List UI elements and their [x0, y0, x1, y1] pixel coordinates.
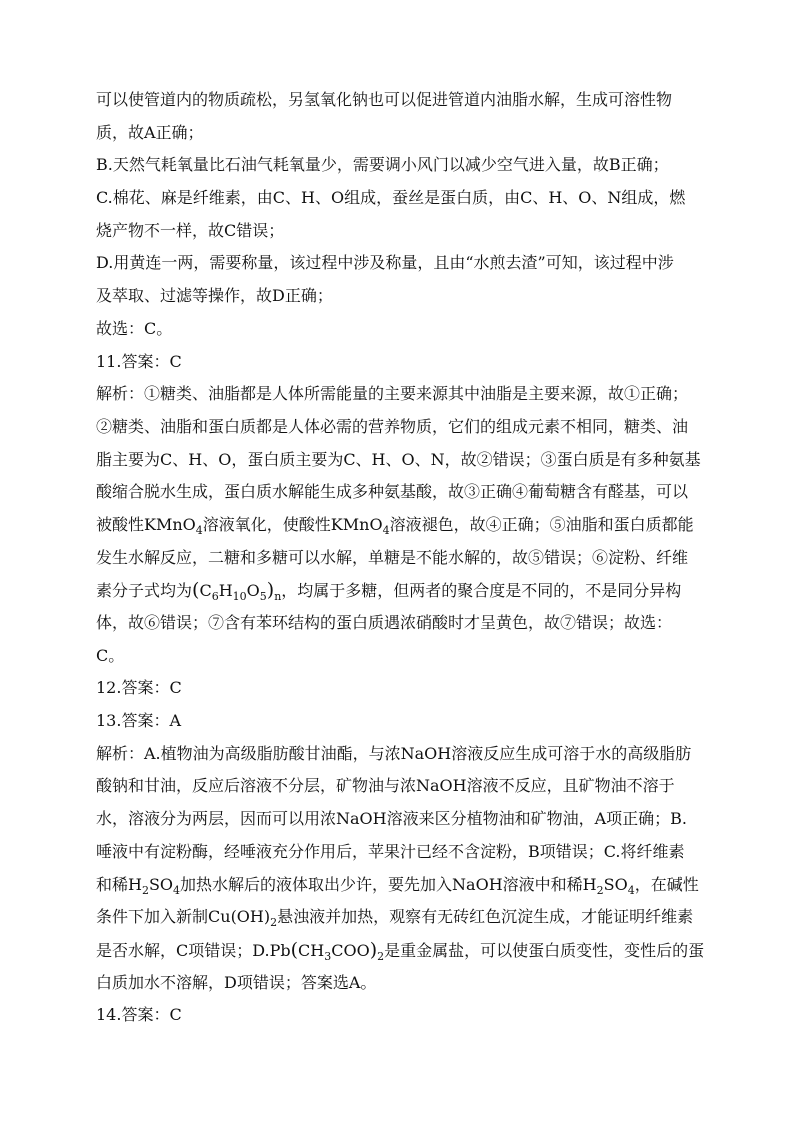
text-line-lead-acetate [96, 934, 706, 967]
answer-heading: 11.答案：C [96, 351, 182, 371]
formula-lead-acetate: $Pb(CH_3COO)_2$ [269, 938, 385, 963]
text-fragment: 是否水解，C项错误；D. [96, 940, 270, 960]
text-line-h2so4 [96, 869, 706, 902]
text-line-cuoh2 [96, 901, 706, 934]
formula-cuoh2: $Cu(OH)_2$ [208, 907, 278, 930]
text-line-kmno4 [96, 509, 706, 542]
text-line: ②糖类、油脂和蛋白质都是人体必需的营养物质，它们的组成元素不相同，糖类、油 [96, 416, 689, 436]
formula-c6h10o5n: $(C_6H_{10}O_5)_n$ [192, 579, 282, 604]
text-line: C。 [96, 645, 125, 665]
text-line: 可以使管道内的物质疏松，另氢氧化钠也可以促进管道内油脂水解，生成可溶性物 [96, 90, 673, 109]
text-fragment: 条件下加入新制 [96, 907, 209, 927]
text-fragment: 被酸性 [96, 514, 145, 534]
formula-kmno4: KMnO$_4$ [330, 514, 390, 537]
text-fragment: 是重金属盐，可以使蛋白质变性，变性后的蛋 [384, 940, 705, 960]
text-line: 酸缩合脱水生成，蛋白质水解能生成多种氨基酸，故③正确④葡萄糖含有醛基，可以 [96, 482, 689, 502]
answer-heading: 14.答案：C [96, 1005, 182, 1025]
text-line: C.棉花、麻是纤维素，由C、H、O组成，蚕丝是蛋白质，由C、H、O、N组成，燃 [96, 188, 686, 208]
text-fragment: 悬浊液并加热，观察有无砖红色沉淀生成，才能证明纤维素 [277, 907, 694, 927]
text-line: 发生水解反应，二糖和多糖可以水解，单糖是不能水解的，故⑤错误；⑥淀粉、纤维 [96, 547, 689, 567]
formula-h2so4: $H_2SO_4$ [128, 874, 181, 897]
text-line: 解析：①糖类、油脂都是人体所需能量的主要来源其中油脂是主要来源，故①正确； [96, 384, 689, 404]
text-fragment: 溶液氧化，使酸性 [202, 514, 331, 534]
text-line: 质，故A正确； [96, 122, 204, 142]
text-line: 及萃取、过滤等操作，故D正确； [96, 286, 333, 306]
formula-kmno4: KMnO$_4$ [144, 514, 203, 537]
answer-heading: 13.答案：A [96, 711, 182, 731]
text-fragment: ，均属于多糖，但两者的聚合度是不同的，不是同分异构 [281, 581, 682, 601]
text-line: 脂主要为C、H、O，蛋白质主要为C、H、O、N，故②错误；③蛋白质是有多种氨基 [96, 449, 701, 469]
text-fragment: 加热水解后的液体取出少许，要先加入NaOH溶液中和稀 [180, 874, 583, 894]
text-fragment: ，在碱性 [634, 874, 699, 894]
text-line: D.用黄连一两，需要称量，该过程中涉及称量，且由“水煎去渣”可知，该过程中涉 [96, 253, 674, 273]
text-line: 酸钠和甘油，反应后溶液不分层，矿物油与浓NaOH溶液不反应，且矿物油不溶于 [96, 776, 675, 796]
text-line-polysaccharide [96, 574, 706, 607]
formula-h2so4: $H_2SO_4$ [582, 874, 635, 897]
text-line: 唾液中有淀粉酶，经唾液充分作用后，苹果汁已经不含淀粉，B项错误；C.将纤维素 [96, 841, 685, 861]
text-line: 故选：C。 [96, 318, 173, 338]
text-fragment: 溶液褪色，故④正确；⑤油脂和蛋白质都能 [389, 514, 694, 534]
text-line: B.天然气耗氧量比石油气耗氧量少，需要调小风门以减少空气进入量，故B正确； [96, 155, 669, 175]
text-line: 水，溶液分为两层，因而可以用浓NaOH溶液来区分植物油和矿物油，A项正确；B. [96, 809, 688, 829]
text-fragment: 和稀 [96, 874, 129, 894]
text-line: 解析：A.植物油为高级脂肪酸甘油酯，与浓NaOH溶液反应生成可溶于水的高级脂肪 [96, 743, 692, 763]
answer-document [96, 84, 706, 1032]
text-line: 白质加水不溶解，D项错误；答案选A。 [96, 972, 377, 992]
text-line: 体，故⑥错误；⑦含有苯环结构的蛋白质遇浓硝酸时才呈黄色，故⑦错误；故选： [96, 613, 673, 632]
text-line: 烧产物不一样，故C错误； [96, 220, 285, 240]
answer-heading: 12.答案：C [96, 678, 182, 698]
text-fragment: 素分子式均为 [96, 581, 193, 601]
